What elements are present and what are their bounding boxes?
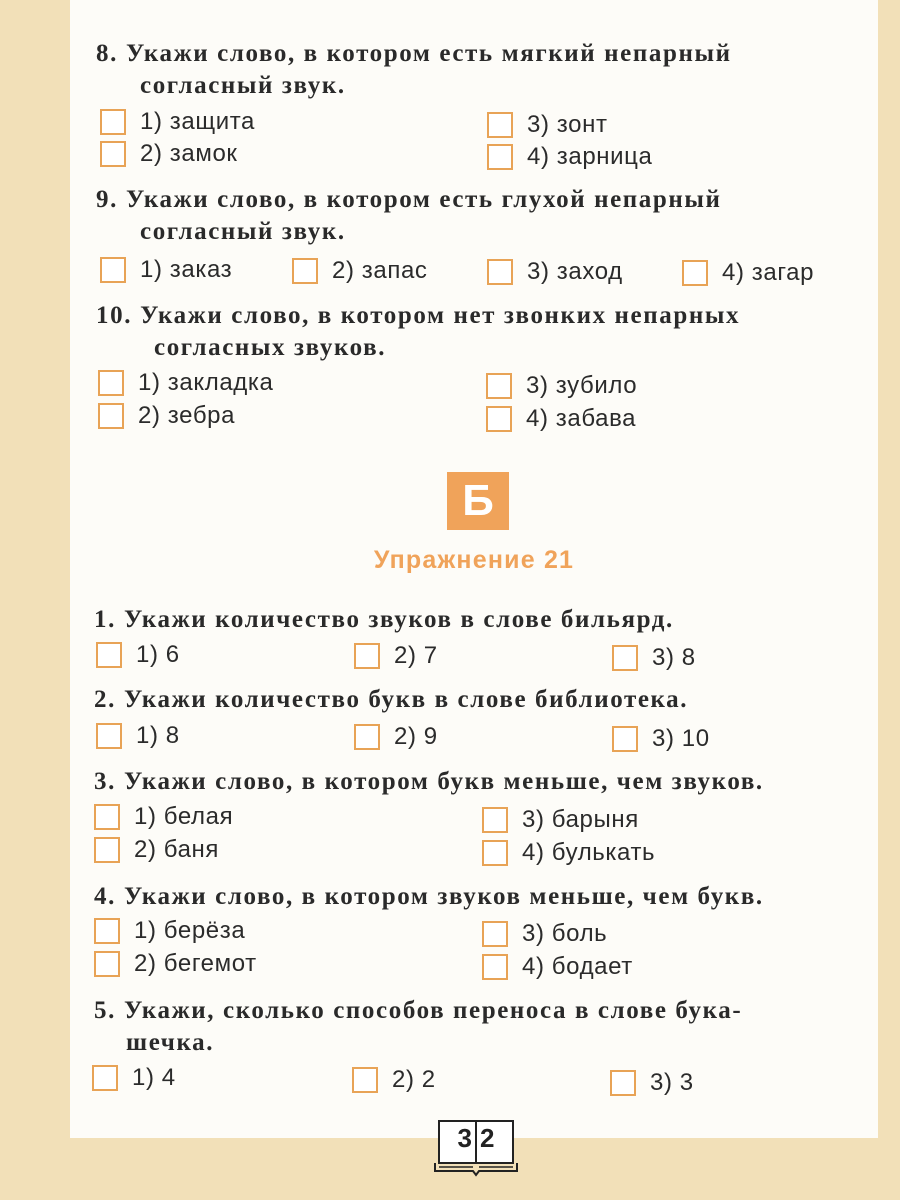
checkbox[interactable] <box>96 642 122 668</box>
question-text: Укажи количество букв в слове <box>123 686 535 713</box>
answer-option[interactable] <box>482 952 633 982</box>
answer-option[interactable] <box>486 404 636 434</box>
checkbox[interactable] <box>94 951 120 977</box>
workbook-page <box>70 0 878 1138</box>
option-label: 4) зарница <box>527 143 653 170</box>
page-number-text: 32 <box>457 1123 503 1153</box>
option-label: 2) баня <box>134 836 220 863</box>
option-label: 4) загар <box>722 259 815 286</box>
option-label: 1) берёза <box>134 917 246 944</box>
option-label: 3) 8 <box>652 644 696 671</box>
answer-option[interactable] <box>482 805 639 835</box>
checkbox[interactable] <box>482 954 508 980</box>
answer-option[interactable] <box>612 724 710 754</box>
answer-option[interactable] <box>610 1068 694 1098</box>
question-keyword: библиотека <box>535 686 681 713</box>
option-label: 2) бегемот <box>134 950 257 977</box>
checkbox[interactable] <box>98 403 124 429</box>
option-label: 2) 9 <box>394 723 438 750</box>
question-number: 9. <box>96 186 118 213</box>
checkbox[interactable] <box>482 807 508 833</box>
checkbox[interactable] <box>482 921 508 947</box>
checkbox[interactable] <box>486 373 512 399</box>
checkbox[interactable] <box>92 1065 118 1091</box>
answer-option[interactable] <box>94 949 257 979</box>
checkbox[interactable] <box>96 723 122 749</box>
option-label: 1) 6 <box>136 641 180 668</box>
question-text-line2: согласных звуков. <box>154 334 387 361</box>
option-label: 3) боль <box>522 920 608 947</box>
question-10 <box>96 300 868 364</box>
option-label: 3) зонт <box>527 111 608 138</box>
option-label: 2) 7 <box>394 642 438 669</box>
question-text: Укажи, сколько способов переноса в слове <box>123 997 676 1024</box>
question-keyword: бука- <box>675 997 743 1024</box>
exercise-question-5 <box>94 995 866 1059</box>
answer-option[interactable] <box>682 258 814 288</box>
question-text: Укажи слово, в котором есть мягкий непарный <box>125 40 732 67</box>
question-end: . <box>666 606 674 633</box>
option-label: 2) 2 <box>392 1066 436 1093</box>
answer-option[interactable] <box>487 142 652 172</box>
exercise-question-4 <box>94 881 866 913</box>
answer-option[interactable] <box>96 640 180 670</box>
checkbox[interactable] <box>482 840 508 866</box>
checkbox[interactable] <box>682 260 708 286</box>
answer-option[interactable] <box>100 107 255 137</box>
checkbox[interactable] <box>612 726 638 752</box>
checkbox[interactable] <box>100 109 126 135</box>
option-label: 3) барыня <box>522 806 639 833</box>
question-number: 4. <box>94 883 116 910</box>
question-9 <box>96 184 868 248</box>
section-badge: Б <box>447 472 509 530</box>
question-text-line2: согласный звук. <box>140 218 346 245</box>
option-label: 1) заказ <box>140 256 233 283</box>
answer-option[interactable] <box>487 110 608 140</box>
answer-option[interactable] <box>96 721 180 751</box>
answer-option[interactable] <box>100 139 238 169</box>
exercise-title: Упражнение 21 <box>373 546 575 574</box>
exercise-question-1 <box>94 604 866 636</box>
checkbox[interactable] <box>100 141 126 167</box>
option-label: 1) белая <box>134 803 234 830</box>
checkbox[interactable] <box>94 804 120 830</box>
answer-option[interactable] <box>98 401 235 431</box>
checkbox[interactable] <box>487 112 513 138</box>
question-text: Укажи слово, в котором звуков меньше, чем букв. <box>123 883 764 910</box>
option-label: 3) заход <box>527 258 623 285</box>
checkbox[interactable] <box>610 1070 636 1096</box>
question-text-line2: согласный звук. <box>140 72 346 99</box>
option-label: 3) зубило <box>526 372 638 399</box>
question-number: 2. <box>94 686 116 713</box>
option-label: 1) защита <box>140 108 255 135</box>
option-label: 1) 8 <box>136 722 180 749</box>
checkbox[interactable] <box>354 724 380 750</box>
checkbox[interactable] <box>94 918 120 944</box>
answer-option[interactable] <box>92 1063 176 1093</box>
answer-option[interactable] <box>482 838 655 868</box>
option-label: 3) 10 <box>652 725 710 752</box>
answer-option[interactable] <box>482 919 607 949</box>
checkbox[interactable] <box>94 837 120 863</box>
question-number: 5. <box>94 997 116 1024</box>
question-text: Укажи слово, в котором нет звонких непарных <box>140 302 741 329</box>
checkbox[interactable] <box>292 258 318 284</box>
checkbox[interactable] <box>612 645 638 671</box>
option-label: 2) замок <box>140 140 238 167</box>
checkbox[interactable] <box>100 257 126 283</box>
answer-option[interactable] <box>487 257 623 287</box>
question-number: 10. <box>96 302 133 329</box>
answer-option[interactable] <box>292 256 428 286</box>
question-text: Укажи количество звуков в слове <box>123 606 561 633</box>
checkbox[interactable] <box>98 370 124 396</box>
question-keyword: бильярд <box>560 606 666 633</box>
question-end: . <box>680 686 689 713</box>
question-end: . <box>206 1029 215 1056</box>
checkbox[interactable] <box>486 406 512 432</box>
checkbox[interactable] <box>487 144 513 170</box>
checkbox[interactable] <box>352 1067 378 1093</box>
option-label: 3) 3 <box>650 1069 694 1096</box>
checkbox[interactable] <box>487 259 513 285</box>
option-label: 2) зебра <box>138 402 236 429</box>
answer-option[interactable] <box>354 641 438 671</box>
option-label: 4) булькать <box>522 839 656 866</box>
answer-option[interactable] <box>354 722 438 752</box>
question-number: 1. <box>94 606 116 633</box>
answer-option[interactable] <box>100 255 232 285</box>
option-label: 1) 4 <box>132 1064 176 1091</box>
option-label: 1) закладка <box>138 369 274 396</box>
question-keyword-line2: шечка <box>126 1029 207 1056</box>
exercise-question-3 <box>94 766 866 798</box>
question-number: 3. <box>94 768 116 795</box>
answer-option[interactable] <box>94 802 233 832</box>
page-number <box>431 1117 521 1179</box>
checkbox[interactable] <box>354 643 380 669</box>
question-text: Укажи слово, в котором есть глухой непарный <box>125 186 722 213</box>
option-label: 2) запас <box>332 257 428 284</box>
exercise-question-2 <box>94 684 866 716</box>
answer-option[interactable] <box>94 916 245 946</box>
answer-option[interactable] <box>352 1065 436 1095</box>
question-number: 8. <box>96 40 118 67</box>
answer-option[interactable] <box>98 368 273 398</box>
question-8 <box>96 38 868 102</box>
option-label: 4) бодает <box>522 953 633 980</box>
answer-option[interactable] <box>94 835 219 865</box>
option-label: 4) забава <box>526 405 637 432</box>
question-text: Укажи слово, в котором букв меньше, чем звуков. <box>123 768 764 795</box>
answer-option[interactable] <box>612 643 696 673</box>
answer-option[interactable] <box>486 371 637 401</box>
